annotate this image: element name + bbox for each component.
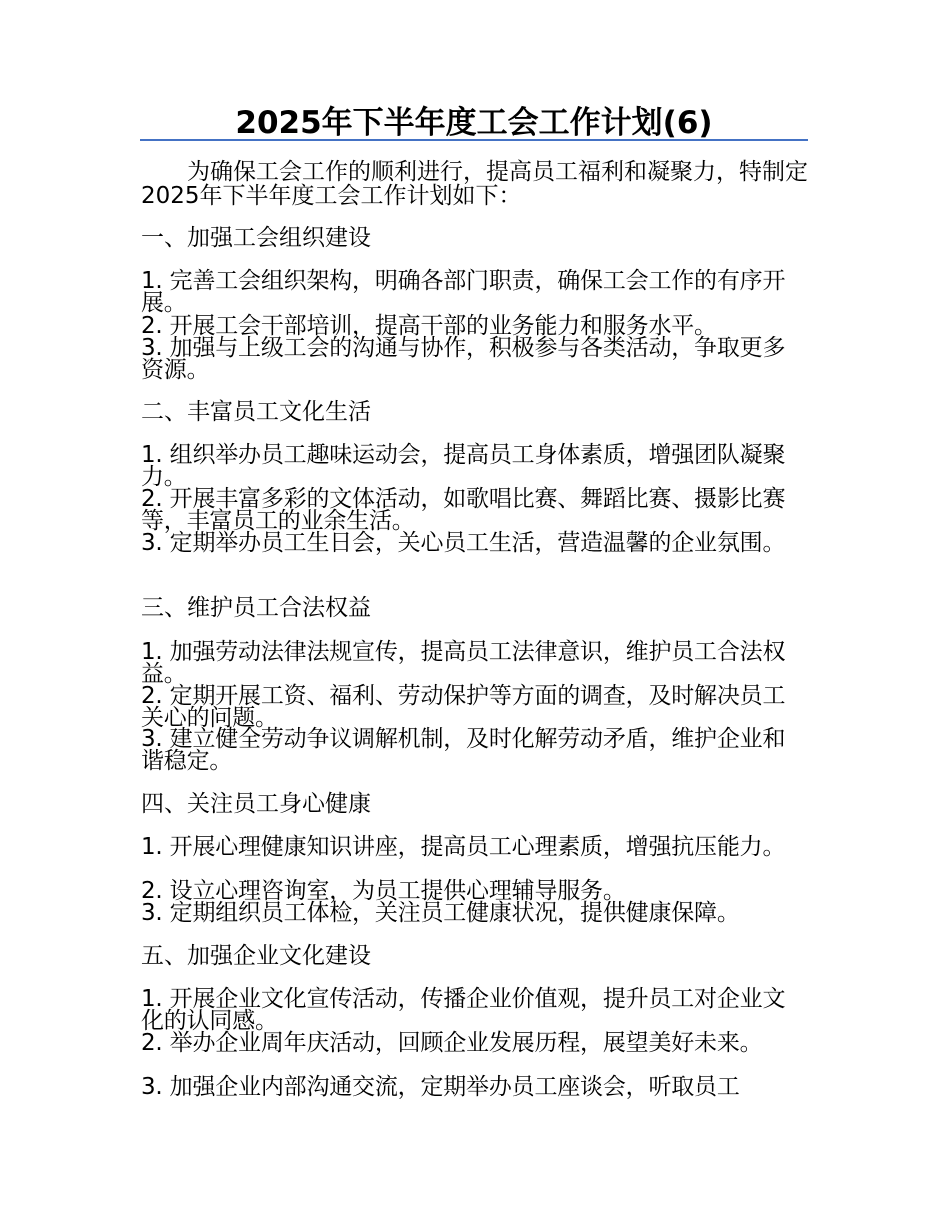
section-1-item-3: 3. 加强与上级工会的沟通与协作，积极参与各类活动，争取更多资源。 [141, 335, 786, 383]
section-1-item-1: 1. 完善工会组织架构，明确各部门职责，确保工会工作的有序开展。 [141, 268, 786, 316]
section-heading-4: 四、关注员工身心健康 [141, 791, 371, 817]
intro-paragraph: 为确保工会工作的顺利进行，提高员工福利和凝聚力，特制定2025年下半年度工会工作计划如下： [141, 159, 808, 209]
section-3-item-2: 2. 定期开展工资、福利、劳动保护等方面的调查，及时解决员工关心的问题。 [141, 683, 786, 731]
title-underline [140, 139, 808, 141]
section-2-item-2: 2. 开展丰富多彩的文体活动，如歌唱比赛、舞蹈比赛、摄影比赛等，丰富员工的业余生活。 [141, 486, 786, 534]
section-heading-2: 二、丰富员工文化生活 [141, 399, 371, 425]
section-3-item-1: 1. 加强劳动法律法规宣传，提高员工法律意识，维护员工合法权益。 [141, 639, 786, 687]
section-4-item-2: 2. 设立心理咨询室，为员工提供心理辅导服务。 [141, 878, 626, 904]
section-heading-5: 五、加强企业文化建设 [141, 943, 371, 969]
section-5-item-1: 1. 开展企业文化宣传活动，传播企业价值观，提升员工对企业文化的认同感。 [141, 986, 786, 1034]
section-heading-1: 一、加强工会组织建设 [141, 225, 371, 251]
section-heading-3: 三、维护员工合法权益 [141, 595, 371, 621]
section-5-item-3: 3. 加强企业内部沟通交流，定期举办员工座谈会，听取员工 [141, 1074, 740, 1100]
page-title: 2025年下半年度工会工作计划(6) [235, 105, 713, 141]
section-5-item-2: 2. 举办企业周年庆活动，回顾企业发展历程，展望美好未来。 [141, 1030, 763, 1056]
section-4-item-3: 3. 定期组织员工体检，关注员工健康状况，提供健康保障。 [141, 900, 740, 926]
section-2-item-3: 3. 定期举办员工生日会，关心员工生活，营造温馨的企业氛围。 [141, 530, 786, 556]
section-4-item-1: 1. 开展心理健康知识讲座，提高员工心理素质，增强抗压能力。 [141, 834, 786, 860]
section-3-item-3: 3. 建立健全劳动争议调解机制，及时化解劳动矛盾，维护企业和谐稳定。 [141, 726, 786, 774]
section-2-item-1: 1. 组织举办员工趣味运动会，提高员工身体素质，增强团队凝聚力。 [141, 442, 786, 490]
section-1-item-2: 2. 开展工会干部培训，提高干部的业务能力和服务水平。 [141, 313, 717, 339]
